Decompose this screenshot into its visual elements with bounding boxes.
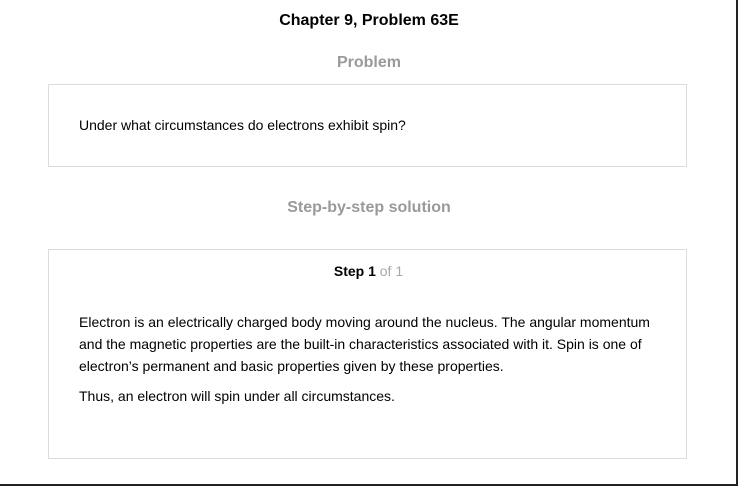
problem-heading: Problem: [336, 54, 401, 71]
step-label: [49, 263, 688, 279]
chapter-title: Chapter 9, Problem 63E: [279, 12, 459, 29]
solution-conclusion: Thus, an electron will spin under all circumstances.: [79, 388, 395, 404]
problem-text: Under what circumstances do electrons exhibit spin?: [79, 117, 406, 133]
step-name: Step 1: [333, 263, 376, 279]
solution-paragraph: Electron is an electrically charged body moving around the nucleus. The angular momentum and the magnetic properties are the built-in characteristics associated with it. Spin is one of electron’s permanent and basic properties given by these properties.: [79, 314, 650, 374]
solution-heading: Step-by-step solution: [287, 199, 451, 216]
solution-card: [48, 249, 687, 459]
step-count: of 1: [375, 263, 404, 279]
problem-card: [48, 84, 687, 167]
solution-body: [79, 311, 664, 415]
